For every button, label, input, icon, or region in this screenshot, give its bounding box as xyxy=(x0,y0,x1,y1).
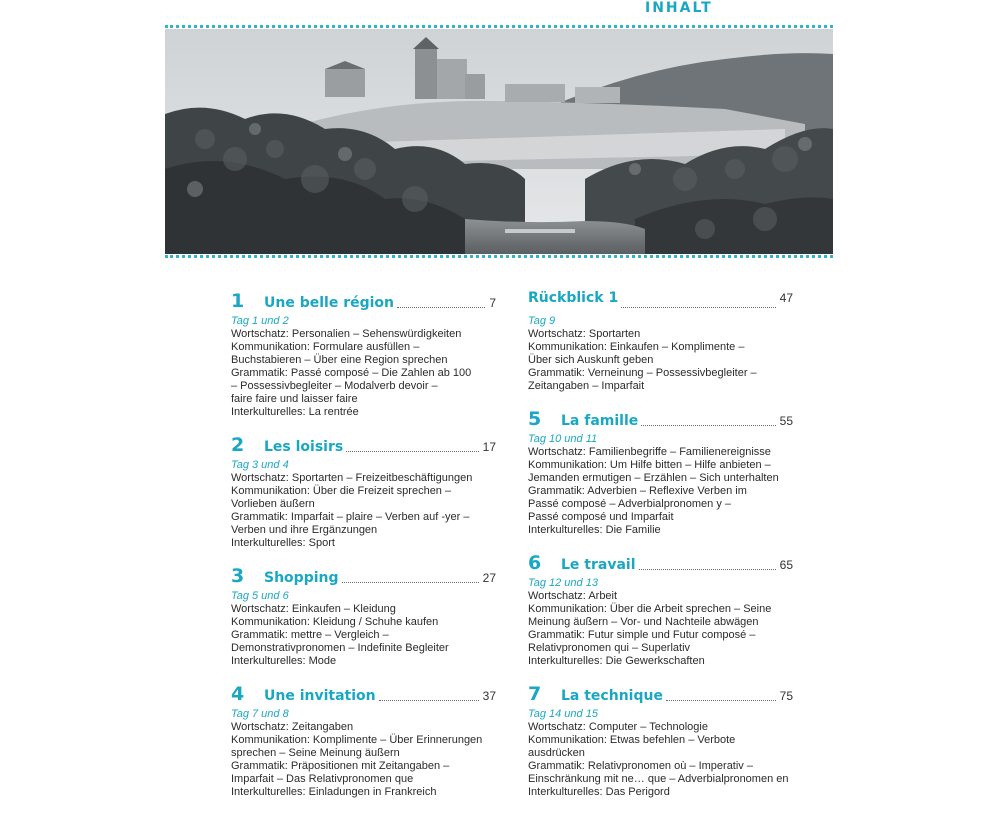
chapter-title: Une belle région xyxy=(264,295,394,311)
chapter-day-tag: Tag 9 xyxy=(528,315,556,327)
toc-chapter xyxy=(528,683,793,799)
chapter-topic-line: Kommunikation: Kleidung / Schuhe kaufen xyxy=(231,616,439,628)
chapter-topic-line: Meinung äußern – Vor- und Nachteile abwägen xyxy=(528,616,759,628)
chapter-day-tag: Tag 1 und 2 xyxy=(231,315,289,327)
chapter-topic-line: Buchstabieren – Über eine Region sprechen xyxy=(231,354,448,366)
chapter-topic-line: sprechen – Seine Meinung äußern xyxy=(231,747,400,759)
chapter-day-tag: Tag 3 und 4 xyxy=(231,459,289,471)
toc-chapter xyxy=(231,565,496,668)
chapter-title: Rückblick 1 xyxy=(528,290,619,306)
toc-chapter xyxy=(528,552,793,668)
chapter-topic-line: Über sich Auskunft geben xyxy=(528,354,654,366)
chapter-topic-line: ausdrücken xyxy=(528,747,585,759)
chapter-day-tag: Tag 5 und 6 xyxy=(231,590,289,602)
chapter-heading[interactable] xyxy=(528,290,793,314)
chapter-topic-line: Grammatik: mettre – Vergleich – xyxy=(231,629,389,641)
chapter-title: La famille xyxy=(561,413,639,429)
chapter-page-number: 65 xyxy=(779,558,793,572)
chapter-title: Une invitation xyxy=(264,688,376,704)
chapter-title: La technique xyxy=(561,688,663,704)
chapter-topic-line: Kommunikation: Etwas befehlen – Verbote xyxy=(528,734,736,746)
chapter-topic-line: Passé composé und Imparfait xyxy=(528,511,674,523)
chapter-topic-line: Grammatik: Imparfait – plaire – Verben auf -yer – xyxy=(231,511,470,523)
page-title: INHALT xyxy=(645,0,713,16)
chapter-page-number: 7 xyxy=(489,296,496,310)
toc-column-right xyxy=(528,290,793,814)
chapter-topic-line: Demonstrativpronomen – Indefinite Begleiter xyxy=(231,642,449,654)
dot-leader xyxy=(346,450,478,452)
chapter-topic-line: Interkulturelles: Die Familie xyxy=(528,524,661,536)
chapter-topic-line: Wortschatz: Einkaufen – Kleidung xyxy=(231,603,396,615)
chapter-heading[interactable] xyxy=(231,683,496,707)
chapter-topic-line: Jemanden ermutigen – Erzählen – Sich unterhalten xyxy=(528,472,779,484)
chapter-topic-line: – Possessivbegleiter – Modalverb devoir – xyxy=(231,380,438,392)
chapter-heading[interactable] xyxy=(231,565,496,589)
chapter-heading[interactable] xyxy=(528,552,793,576)
chapter-page-number: 75 xyxy=(779,689,793,703)
chapter-topic-line: Zeitangaben – Imparfait xyxy=(528,380,645,392)
chapter-topic-line: Wortschatz: Familienbegriffe – Familienereignisse xyxy=(528,446,771,458)
dot-leader xyxy=(666,699,776,701)
chapter-topic-line: Kommunikation: Formulare ausfüllen – xyxy=(231,341,420,353)
chapter-topic-line: Grammatik: Verneinung – Possessivbegleiter – xyxy=(528,367,757,379)
chapter-topic-line: Passé composé – Adverbialpronomen y – xyxy=(528,498,732,510)
chapter-heading[interactable] xyxy=(231,434,496,458)
chapter-title: Le travail xyxy=(561,557,636,573)
chapter-heading[interactable] xyxy=(528,683,793,707)
chapter-topic-line: Kommunikation: Komplimente – Über Erinnerungen xyxy=(231,734,483,746)
chapter-topic-line: Wortschatz: Personalien – Sehenswürdigkeiten xyxy=(231,328,462,340)
dotted-divider-top xyxy=(165,25,833,28)
chapter-page-number: 37 xyxy=(482,689,496,703)
chapter-number: 6 xyxy=(528,552,542,574)
chapter-topic-line: Wortschatz: Zeitangaben xyxy=(231,721,354,733)
toc-chapter xyxy=(231,683,496,799)
chapter-topic-line: faire faire und laisser faire xyxy=(231,393,358,405)
toc-chapter xyxy=(231,434,496,550)
dot-leader xyxy=(639,568,776,570)
chapter-topic-line: Grammatik: Präpositionen mit Zeitangaben – xyxy=(231,760,450,772)
chapter-topic-line: Kommunikation: Über die Freizeit sprechen – xyxy=(231,485,452,497)
dot-leader xyxy=(379,699,479,701)
chapter-topic-line: Imparfait – Das Relativpronomen que xyxy=(231,773,414,785)
toc-chapter xyxy=(528,408,793,537)
chapter-day-tag: Tag 10 und 11 xyxy=(528,433,598,445)
chapter-topic-line: Interkulturelles: Einladungen in Frankreich xyxy=(231,786,437,798)
chapter-topic-line: Wortschatz: Computer – Technologie xyxy=(528,721,708,733)
chapter-page-number: 47 xyxy=(779,291,793,305)
dot-leader xyxy=(641,424,775,426)
chapter-day-tag: Tag 7 und 8 xyxy=(231,708,289,720)
chapter-topic-line: Kommunikation: Einkaufen – Komplimente – xyxy=(528,341,745,353)
chapter-topic-line: Interkulturelles: Die Gewerkschaften xyxy=(528,655,705,667)
chapter-topic-line: Interkulturelles: Mode xyxy=(231,655,337,667)
landscape-photo xyxy=(165,29,833,254)
chapter-title: Les loisirs xyxy=(264,439,344,455)
chapter-number: 2 xyxy=(231,434,245,456)
chapter-page-number: 55 xyxy=(779,414,793,428)
dot-leader xyxy=(342,581,479,583)
dot-leader xyxy=(397,306,485,308)
chapter-topic-line: Interkulturelles: La rentrée xyxy=(231,406,359,418)
chapter-topic-line: Kommunikation: Um Hilfe bitten – Hilfe anbieten – xyxy=(528,459,771,471)
chapter-topic-line: Grammatik: Relativpronomen où – Imperativ – xyxy=(528,760,753,772)
chapter-topic-line: Interkulturelles: Das Perigord xyxy=(528,786,670,798)
chapter-topic-line: Kommunikation: Über die Arbeit sprechen – Seine xyxy=(528,603,772,615)
dotted-divider-bottom xyxy=(165,255,833,258)
chapter-topic-line: Relativpronomen qui – Superlativ xyxy=(528,642,691,654)
chapter-topic-line: Verben und ihre Ergänzungen xyxy=(231,524,378,536)
toc-chapter xyxy=(528,290,793,393)
chapter-number: 7 xyxy=(528,683,542,705)
chapter-number: 4 xyxy=(231,683,245,705)
toc-chapter xyxy=(231,290,496,419)
chapter-topic-line: Vorlieben äußern xyxy=(231,498,315,510)
chapter-title: Shopping xyxy=(264,570,339,586)
chapter-day-tag: Tag 14 und 15 xyxy=(528,708,598,720)
chapter-topic-line: Interkulturelles: Sport xyxy=(231,537,335,549)
chapter-topic-line: Wortschatz: Sportarten xyxy=(528,328,641,340)
chapter-topic-line: Einschränkung mit ne… que – Adverbialpronomen en xyxy=(528,773,789,785)
chapter-topic-line: Grammatik: Passé composé – Die Zahlen ab 100 xyxy=(231,367,472,379)
toc-column-left xyxy=(231,290,496,814)
chapter-topic-line: Wortschatz: Sportarten – Freizeitbeschäftigungen xyxy=(231,472,473,484)
chapter-number: 3 xyxy=(231,565,245,587)
chapter-day-tag: Tag 12 und 13 xyxy=(528,577,598,589)
chapter-number: 1 xyxy=(231,290,245,312)
dot-leader xyxy=(621,306,775,308)
chapter-topic-line: Grammatik: Futur simple und Futur composé – xyxy=(528,629,756,641)
chapter-page-number: 27 xyxy=(482,571,496,585)
chapter-page-number: 17 xyxy=(482,440,496,454)
chapter-heading[interactable] xyxy=(528,408,793,432)
chapter-heading[interactable] xyxy=(231,290,496,314)
chapter-number: 5 xyxy=(528,408,542,430)
chapter-topic-line: Grammatik: Adverbien – Reflexive Verben im xyxy=(528,485,747,497)
chapter-topic-line: Wortschatz: Arbeit xyxy=(528,590,618,602)
landscape-photo-icon xyxy=(165,29,833,254)
